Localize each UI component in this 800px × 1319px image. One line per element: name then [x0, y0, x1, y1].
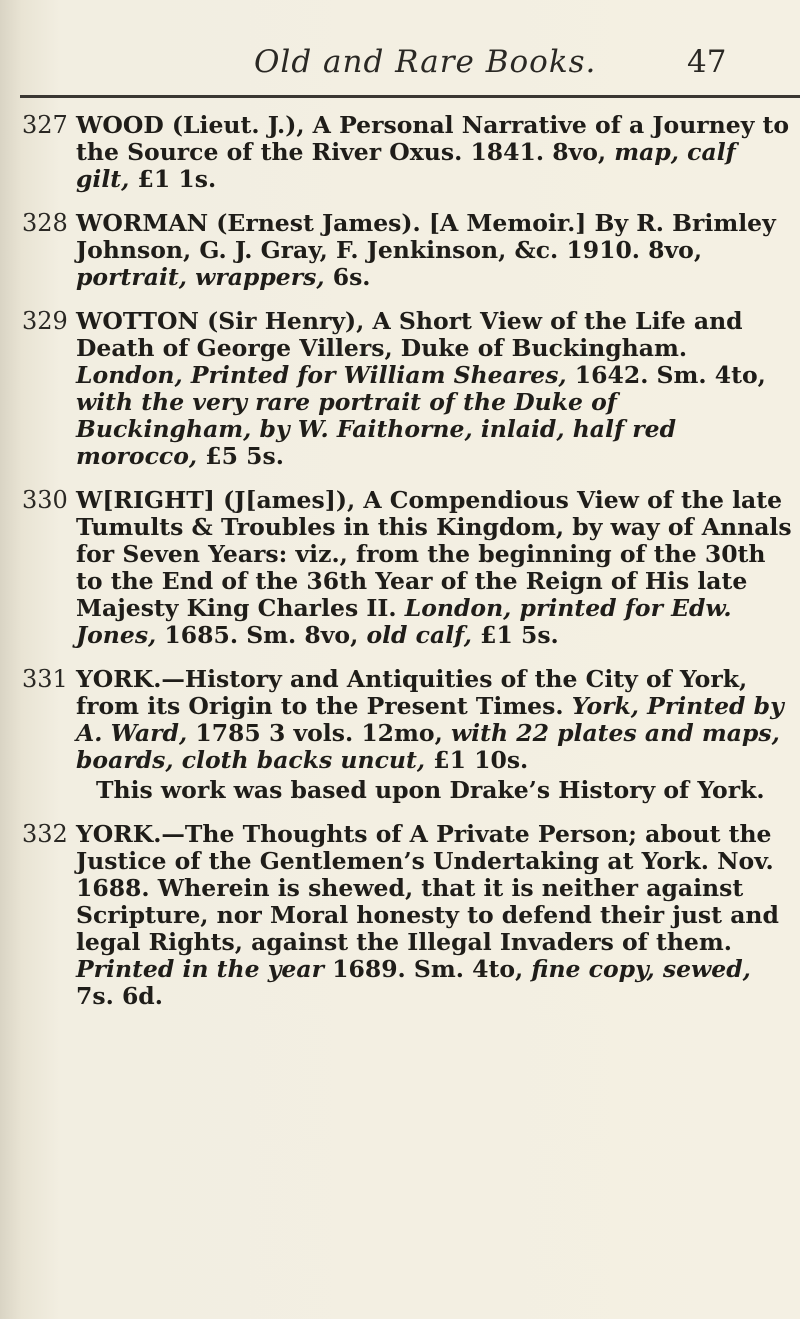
- entry-note: This work was based upon Drake’s History of York.: [96, 776, 765, 804]
- entry-segment: WORMAN (Ernest James). [A Memoir.] By R. Brimley Johnson, G. J. Gray, F. Jenkinson, &c. 1910. 8vo,: [76, 209, 776, 264]
- entry-segment: W[RIGHT] (J[ames]), A Compendious View of the late Tumults & Troubles in this Kingdom, by way of Annals for Seven Years: viz., from the beginning of the 30th to the End of the 36th Year of the Reign of His late Majesty King Charles II.: [76, 486, 792, 622]
- entry-number: 332: [22, 820, 68, 848]
- entry-number: 327: [22, 111, 68, 139]
- header-rule: [20, 95, 800, 98]
- entry-text: [76, 666, 794, 774]
- catalogue-entry: [0, 821, 800, 1010]
- entry-italic-segment: portrait, wrappers,: [76, 263, 325, 291]
- entry-text: [76, 821, 794, 1010]
- entry-segment: WOOD (Lieut. J.), A Personal Narrative of a Journey to the Source of the River Oxus. 1841. 8vo,: [76, 111, 790, 166]
- entry-italic-segment: London, Printed for William Sheares,: [76, 361, 567, 389]
- entry-segment: WOTTON (Sir Henry), A Short View of the Life and Death of George Villers, Duke of Buckingham.: [76, 307, 743, 362]
- entry-segment: £1 10s.: [425, 746, 529, 774]
- entry-segment: 7s. 6d.: [76, 982, 163, 1010]
- entry-number: 330: [22, 486, 68, 514]
- catalogue-entries: [0, 112, 800, 1027]
- entry-italic-segment: London, printed for Edw. Jones,: [76, 594, 732, 649]
- entry-italic-segment: map, calf gilt,: [76, 138, 736, 193]
- entry-segment: 6s.: [324, 263, 371, 291]
- entry-segment: 1642. Sm. 4to,: [566, 361, 766, 389]
- catalogue-entry: [0, 112, 800, 193]
- entry-number: 328: [22, 209, 68, 237]
- catalogue-entry: [0, 487, 800, 649]
- entry-text: [76, 308, 794, 470]
- catalogue-entry: [0, 210, 800, 291]
- entry-number: 329: [22, 307, 68, 335]
- entry-segment: 1685. Sm. 8vo,: [156, 621, 367, 649]
- entry-italic-segment: fine copy, sewed,: [531, 955, 751, 983]
- entry-italic-segment: Printed in the year: [76, 955, 324, 983]
- entry-italic-segment: old calf,: [366, 621, 472, 649]
- entry-text: [76, 210, 794, 291]
- page-number: 47: [687, 44, 727, 80]
- entry-number: 331: [22, 665, 68, 693]
- entry-segment: £1 5s.: [471, 621, 559, 649]
- entry-segment: YORK.—History and Antiquities of the City of York, from its Origin to the Present Times.: [76, 665, 748, 720]
- entry-segment: 1785 3 vols. 12mo,: [187, 719, 451, 747]
- catalogue-entry: [0, 666, 800, 804]
- entry-segment: YORK.—The Thoughts of A Private Person; about the Justice of the Gentlemen’s Undertaking at York. Nov. 1688. Wherein is shewed, that it is neither against Scripture, nor Moral honesty to defend their just and legal Rights, against the Illegal Invaders of them.: [76, 820, 779, 956]
- entry-italic-segment: with the very rare portrait of the Duke of Buckingham, by W. Faithorne, inlaid, half red morocco,: [76, 388, 677, 470]
- entry-italic-segment: with 22 plates and maps, boards, cloth backs uncut,: [76, 719, 780, 774]
- entry-segment: 1689. Sm. 4to,: [323, 955, 532, 983]
- catalogue-entry: [0, 308, 800, 470]
- entry-text: [76, 487, 794, 649]
- entry-segment: £1 1s.: [129, 165, 217, 193]
- entry-segment: £5 5s.: [197, 442, 284, 470]
- entry-italic-segment: York, Printed by A. Ward,: [76, 692, 784, 747]
- running-header: Old and Rare Books.: [254, 44, 597, 80]
- entry-text: [76, 112, 794, 193]
